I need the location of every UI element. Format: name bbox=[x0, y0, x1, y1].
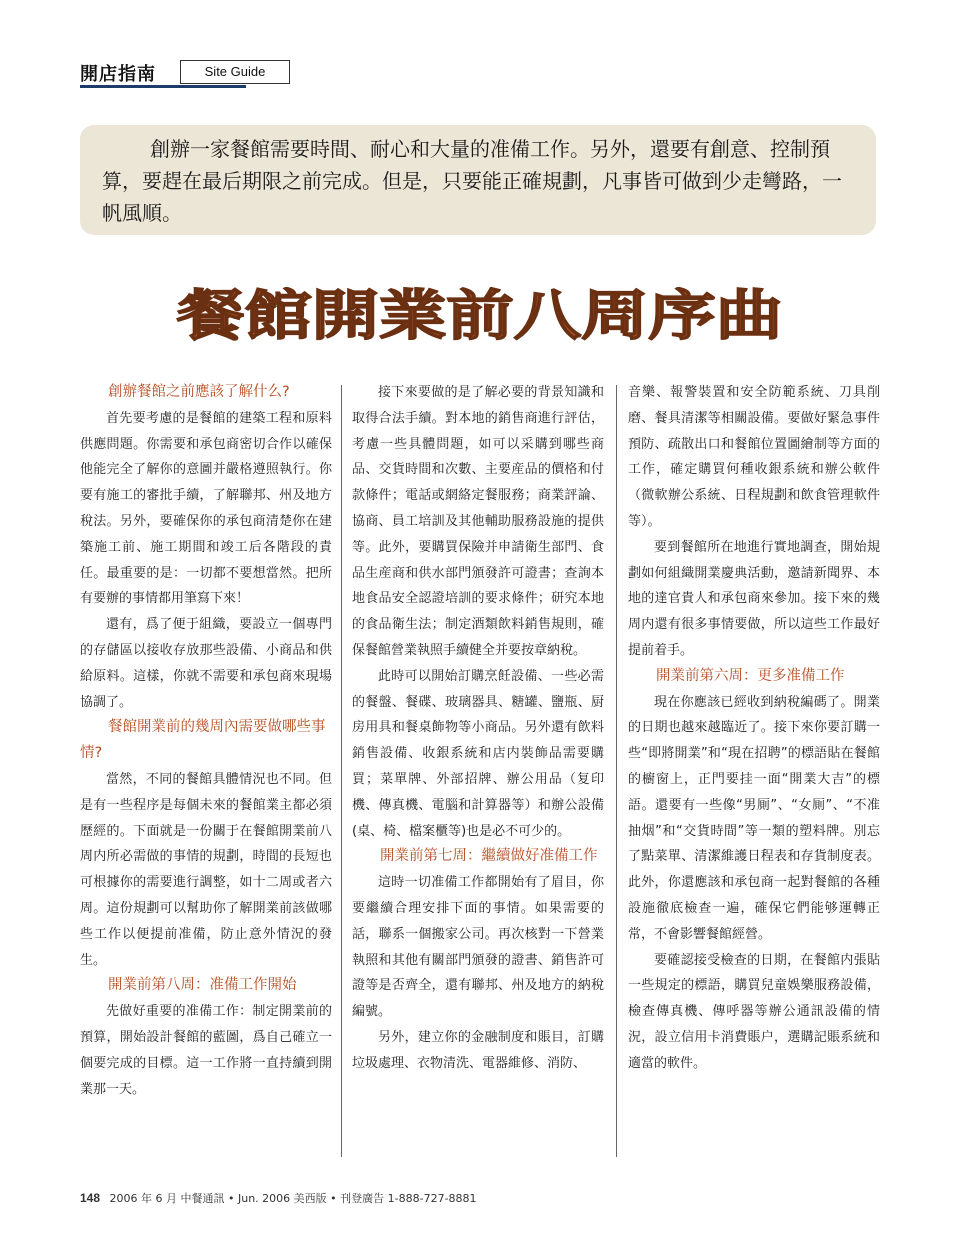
paragraph: 要到餐館所在地進行實地調查，開始規劃如何組織開業慶典活動，邀請新聞界、本地的達官貴人和承包商來參加。接下來的幾周内還有很多事情要做，所以這些工作最好提前着手。 bbox=[628, 539, 880, 658]
paragraph: 接下來要做的是了解必要的背景知識和取得合法手續。對本地的銷售商進行評估，考慮一些具體問題，如可以采購到哪些商品、交貨時間和次數、主要産品的價格和付款條件；電話或網絡定餐服務；商業評論、協商、員工培訓及其他輔助服務設施的提供等。此外，要購買保險并申請衛生部門、食品生産商和供水部門頒發許可證書；查詢本地食品安全認證培訓的要求條件；研究本地的食品衛生法；制定酒類飲料銷售規則，確保餐館營業執照手續健全并要按章納稅。 bbox=[352, 385, 604, 658]
column-divider-1 bbox=[341, 385, 342, 1157]
paragraph: 現在你應該已經收到納稅編碼了。開業的日期也越來越臨近了。接下來你要訂購一些“即將開業”和“現在招聘”的標語貼在餐館的櫥窗上，正門要挂一面“開業大吉”的標語。還要有一些像“男厠”、“女厠”、“不准抽烟”和“交貨時間”等一類的塑料牌。別忘了點菜單、清潔維護日程表和存貨制度表。此外，你還應該和承包商一起對餐館的各種設施徹底檢查一遍，確保它們能够運轉正常，不會影響餐館經營。 bbox=[628, 694, 880, 942]
paragraph: 另外，建立你的金融制度和賬目，訂購垃圾處理、衣物清洗、電器維修、消防、 bbox=[352, 1029, 604, 1071]
paragraph: 要確認接受檢查的日期，在餐館内張貼一些規定的標語，購買兒童娛樂服務設備，檢查傳真機、傳呼器等辦公通訊設備的情況，設立信用卡消費賬户，選購記賬系統和適當的軟件。 bbox=[628, 952, 880, 1071]
subheading: 創辦餐館之前應該了解什么? bbox=[108, 384, 290, 400]
header-underline bbox=[80, 85, 246, 88]
section-title-zh: 開店指南 bbox=[80, 64, 156, 85]
column-divider-2 bbox=[616, 385, 617, 1157]
intro-text: 創辦一家餐館需要時間、耐心和大量的准備工作。另外，還要有創意、控制預算，要趕在最后期限之前完成。但是，只要能正確規劃，凡事皆可做到少走彎路，一帆風順。 bbox=[102, 137, 842, 225]
paragraph: 此時可以開始訂購烹飪設備、一些必需的餐盤、餐碟、玻璃器具、糖罐、鹽瓶、厨房用具和餐桌飾物等小商品。另外還有飲料銷售設備、收銀系統和店内裝飾品需要購買；菜單牌、外部招牌、辦公用品（复印機、傳真機、電腦和計算器等）和辦公設備(桌、椅、檔案櫃等)也是必不可少的。 bbox=[352, 668, 604, 839]
section-title-en: Site Guide bbox=[180, 60, 290, 84]
decorative-title-text: 餐館開業前八周序曲 bbox=[177, 287, 783, 343]
footer-text: 2006 年 6 月 中餐通訊 • Jun. 2006 美西版 • 刊登廣告 1-888-727-8881 bbox=[109, 1192, 477, 1205]
article-column-2 bbox=[352, 380, 604, 1077]
decorative-title bbox=[175, 287, 785, 343]
subheading: 餐館開業前的幾周內需要做哪些事情? bbox=[80, 719, 326, 762]
paragraph: 當然，不同的餐館具體情況也不同。但是有一些程序是每個未來的餐館業主都必須歷經的。下面就是一份關于在餐館開業前八周内所必需做的事情的規劃，時間的長短也可根據你的需要進行調整，如十二周或者六周。這份規劃可以幫助你了解開業前該做哪些工作以便提前准備，防止意外情況的發生。 bbox=[80, 771, 332, 968]
subheading: 開業前第六周：更多准備工作 bbox=[656, 667, 845, 684]
intro-box bbox=[80, 125, 876, 235]
page-footer bbox=[80, 1190, 477, 1206]
paragraph: 先做好重要的准備工作：制定開業前的預算，開始設計餐館的藍圖，爲自己確立一個要完成的目標。這一工作將一直持續到開業那一天。 bbox=[80, 1004, 332, 1097]
article-column-1 bbox=[80, 380, 332, 1102]
paragraph: 還有，爲了便于組織，要設立一個專門的存儲區以接收存放那些設備、小商品和供給原料。這樣，你就不需要和承包商來現場協調了。 bbox=[80, 617, 332, 710]
section-header bbox=[80, 60, 290, 90]
subheading: 開業前第八周：准備工作開始 bbox=[108, 977, 297, 994]
paragraph: 首先要考慮的是餐館的建築工程和原料供應問題。你需要和承包商密切合作以確保他能完全了解你的意圖并嚴格遵照執行。你要有施工的審批手續，了解聯邦、州及地方稅法。另外，要確保你的承包商清楚你在建築施工前、施工期間和竣工后各階段的責任。最重要的是：一切都不要想當然。把所有要辦的事情都用筆寫下來！ bbox=[80, 410, 332, 607]
paragraph: 音樂、報警裝置和安全防範系統、刀具削磨、餐具清潔等相關設備。要做好緊急事件預防、疏散出口和餐館位置圖繪制等方面的工作，確定購買何種收銀系統和辦公軟件（微軟辦公系統、日程規劃和飲食管理軟件等）。 bbox=[628, 385, 880, 529]
subheading: 開業前第七周：繼續做好准備工作 bbox=[380, 848, 598, 865]
page-number: 148 bbox=[80, 1191, 101, 1205]
article-column-3 bbox=[628, 380, 880, 1077]
paragraph: 這時一切准備工作都開始有了眉目，你要繼續合理安排下面的事情。如果需要的話，聯系一個搬家公司。再次核對一下營業執照和其他有關部門頒發的證書、銷售許可證等是否齊全，還有聯邦、州及地方的納稅編號。 bbox=[352, 875, 604, 1020]
